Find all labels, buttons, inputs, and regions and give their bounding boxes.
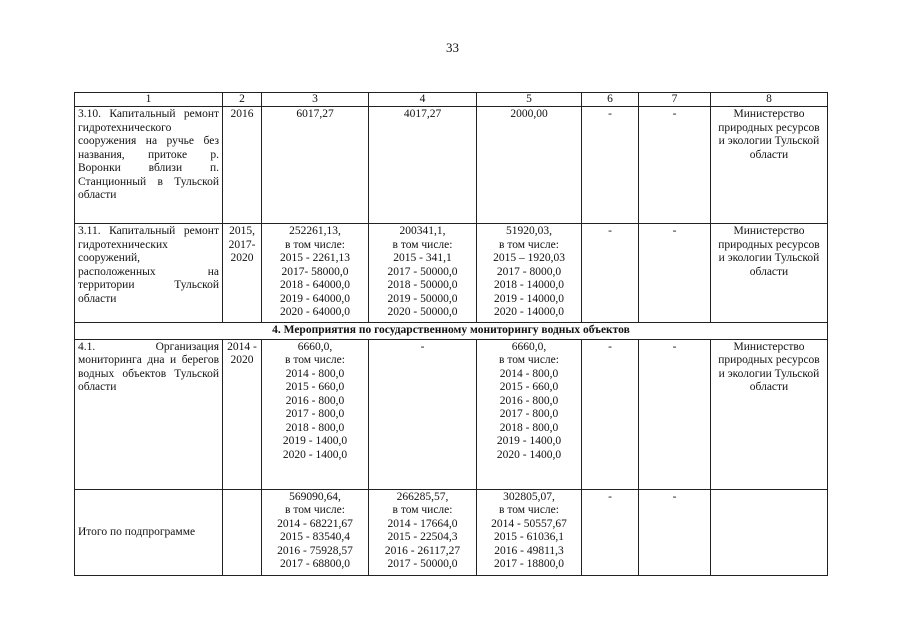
responsible-executor: Министерство природных ресурсов и экологии Тульской области: [711, 224, 828, 323]
table-row: [75, 339, 828, 489]
implementation-years: [223, 489, 262, 575]
column-header: 3: [262, 93, 369, 107]
implementation-years: 2016: [223, 107, 262, 224]
funding-col-6: -: [582, 107, 639, 224]
section-title: 4. Мероприятия по государственному мониторингу водных объектов: [75, 323, 828, 339]
column-header: 1: [75, 93, 223, 107]
total-funding: 252261,13, в том числе: 2015 - 2261,13 2017- 58000,0 2018 - 64000,0 2019 - 64000,0 2020 - 64000,0: [262, 224, 369, 323]
total-funding: 6017,27: [262, 107, 369, 224]
funding-col-5: 302805,07, в том числе: 2014 - 50557,67 2015 - 61036,1 2016 - 49811,3 2017 - 18800,0: [477, 489, 582, 575]
column-header: 2: [223, 93, 262, 107]
funding-col-5: 2000,00: [477, 107, 582, 224]
subprogram-table: [74, 92, 828, 576]
funding-col-4: -: [369, 339, 477, 489]
responsible-executor: Министерство природных ресурсов и экологии Тульской области: [711, 107, 828, 224]
total-funding: 569090,64, в том числе: 2014 - 68221,67 2015 - 83540,4 2016 - 75928,57 2017 - 68800,0: [262, 489, 369, 575]
funding-col-6: -: [582, 224, 639, 323]
table-row: [75, 107, 828, 224]
measure-name: 3.11. Капитальный ремонт гидротехнических сооружений, расположенных на территории Тульской области: [75, 224, 223, 323]
page-number: 33: [446, 40, 459, 55]
total-label: Итого по подпрограмме: [75, 489, 223, 575]
funding-col-5: 6660,0, в том числе: 2014 - 800,0 2015 - 660,0 2016 - 800,0 2017 - 800,0 2018 - 800,0 2019 - 1400,0 2020 - 1400,0: [477, 339, 582, 489]
measure-name: 4.1. Организация мониторинга дна и берегов водных объектов Тульской области: [75, 339, 223, 489]
funding-col-7: -: [639, 107, 711, 224]
total-row: [75, 489, 828, 575]
funding-col-6: -: [582, 489, 639, 575]
funding-col-4: 266285,57, в том числе: 2014 - 17664,0 2015 - 22504,3 2016 - 26117,27 2017 - 50000,0: [369, 489, 477, 575]
funding-col-5: 51920,03, в том числе: 2015 – 1920,03 2017 - 8000,0 2018 - 14000,0 2019 - 14000,0 2020 - 14000,0: [477, 224, 582, 323]
funding-col-6: -: [582, 339, 639, 489]
funding-col-7: -: [639, 489, 711, 575]
column-numbers-row: [75, 93, 828, 107]
measure-name: 3.10. Капитальный ремонт гидротехнического сооружения на ручье без названия, притоке р. Воронки вблизи п. Станционный в Тульской области: [75, 107, 223, 224]
implementation-years: 2015, 2017- 2020: [223, 224, 262, 323]
column-header: 8: [711, 93, 828, 107]
total-funding: 6660,0, в том числе: 2014 - 800,0 2015 - 660,0 2016 - 800,0 2017 - 800,0 2018 - 800,0 2019 - 1400,0 2020 - 1400,0: [262, 339, 369, 489]
table-row: [75, 224, 828, 323]
funding-col-7: -: [639, 224, 711, 323]
column-header: 4: [369, 93, 477, 107]
funding-col-7: -: [639, 339, 711, 489]
implementation-years: 2014 - 2020: [223, 339, 262, 489]
responsible-executor: [711, 489, 828, 575]
funding-col-4: 4017,27: [369, 107, 477, 224]
section-row: [75, 323, 828, 339]
column-header: 6: [582, 93, 639, 107]
column-header: 5: [477, 93, 582, 107]
responsible-executor: Министерство природных ресурсов и экологии Тульской области: [711, 339, 828, 489]
column-header: 7: [639, 93, 711, 107]
funding-col-4: 200341,1, в том числе: 2015 - 341,1 2017 - 50000,0 2018 - 50000,0 2019 - 50000,0 2020 - 50000,0: [369, 224, 477, 323]
